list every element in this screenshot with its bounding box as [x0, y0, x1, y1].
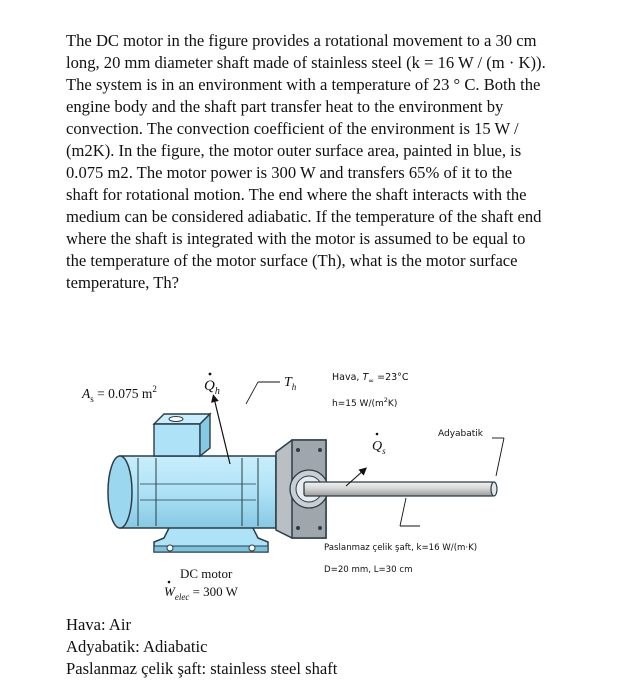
glossary: [66, 614, 546, 680]
shaft-label: Paslanmaz çelik şaft, k=16 W/(m·K): [324, 543, 478, 553]
power-sub: elec: [174, 592, 190, 600]
shaft[interactable]: [304, 482, 497, 496]
th-label: [284, 375, 297, 392]
air-sub: ∞: [368, 377, 375, 385]
air-label: [332, 372, 409, 385]
qs-symbol: Q: [372, 439, 383, 454]
area-sup: 2: [152, 384, 157, 394]
motor-shaft-figure: [80, 360, 550, 600]
terminal-box: [154, 414, 210, 456]
th-sub: h: [291, 382, 297, 392]
qh-arrow: [214, 398, 230, 464]
problem-statement: [66, 30, 546, 294]
power-value: = 300 W: [189, 584, 238, 599]
glossary-shaft: Paslanmaz çelik şaft: stainless steel shaft: [66, 659, 338, 678]
qh-label: [204, 378, 220, 397]
power-symbol: W: [164, 584, 175, 599]
motor-label: DC motor: [180, 566, 233, 581]
motor-body: [108, 456, 276, 528]
glossary-air: Hava: Air: [66, 615, 131, 634]
h-label: [332, 396, 397, 409]
adiabatic-label: Adyabatik: [438, 429, 484, 439]
air-symbol: T: [362, 372, 369, 383]
h-text: h=15 W/(m: [332, 399, 384, 409]
qs-label: [372, 439, 386, 456]
area-sub: s: [90, 394, 94, 404]
th-symbol: T: [284, 375, 292, 390]
h-sup: 2: [383, 396, 388, 404]
area-label: [81, 384, 157, 404]
qh-sub: h: [214, 386, 220, 397]
area-value: = 0.075 m: [93, 386, 153, 401]
power-label: [164, 584, 239, 600]
shaft-leader: [400, 498, 406, 526]
qh-symbol: Q: [204, 378, 215, 394]
h-suffix: K): [387, 399, 398, 409]
problem-text: The DC motor in the figure provides a rotational movement to a 30 cm long, 20 mm diameter shaft made of stainless steel (k = 16 W / (m · K)). The system is in an environment with a temperature of 23 ° C. Both the engine body and the shaft part transfer heat to the environment by convection. The convection coefficient of the environment is 15 W / (m2K). In the figure, the motor outer surface area, painted in blue, is 0.075 m2. The motor power is 300 W and transfers 65% of it to the shaft for rotational motion. The end where the shaft interacts with the medium can be considered adiabatic. If the temperature of the shaft end where the shaft is integrated with the motor is assumed to be equal to the temperature of the motor surface (Th), what is the motor surface temperature, Th?: [66, 31, 546, 292]
area-symbol: A: [82, 386, 91, 401]
glossary-adiabatic: Adyabatik: Adiabatic: [66, 637, 208, 656]
qs-sub: s: [382, 446, 386, 456]
figure-svg: [80, 360, 550, 600]
dims-label: D=20 mm, L=30 cm: [324, 565, 413, 575]
air-suffix: =23°C: [374, 372, 409, 383]
air-prefix: Hava,: [332, 372, 363, 383]
